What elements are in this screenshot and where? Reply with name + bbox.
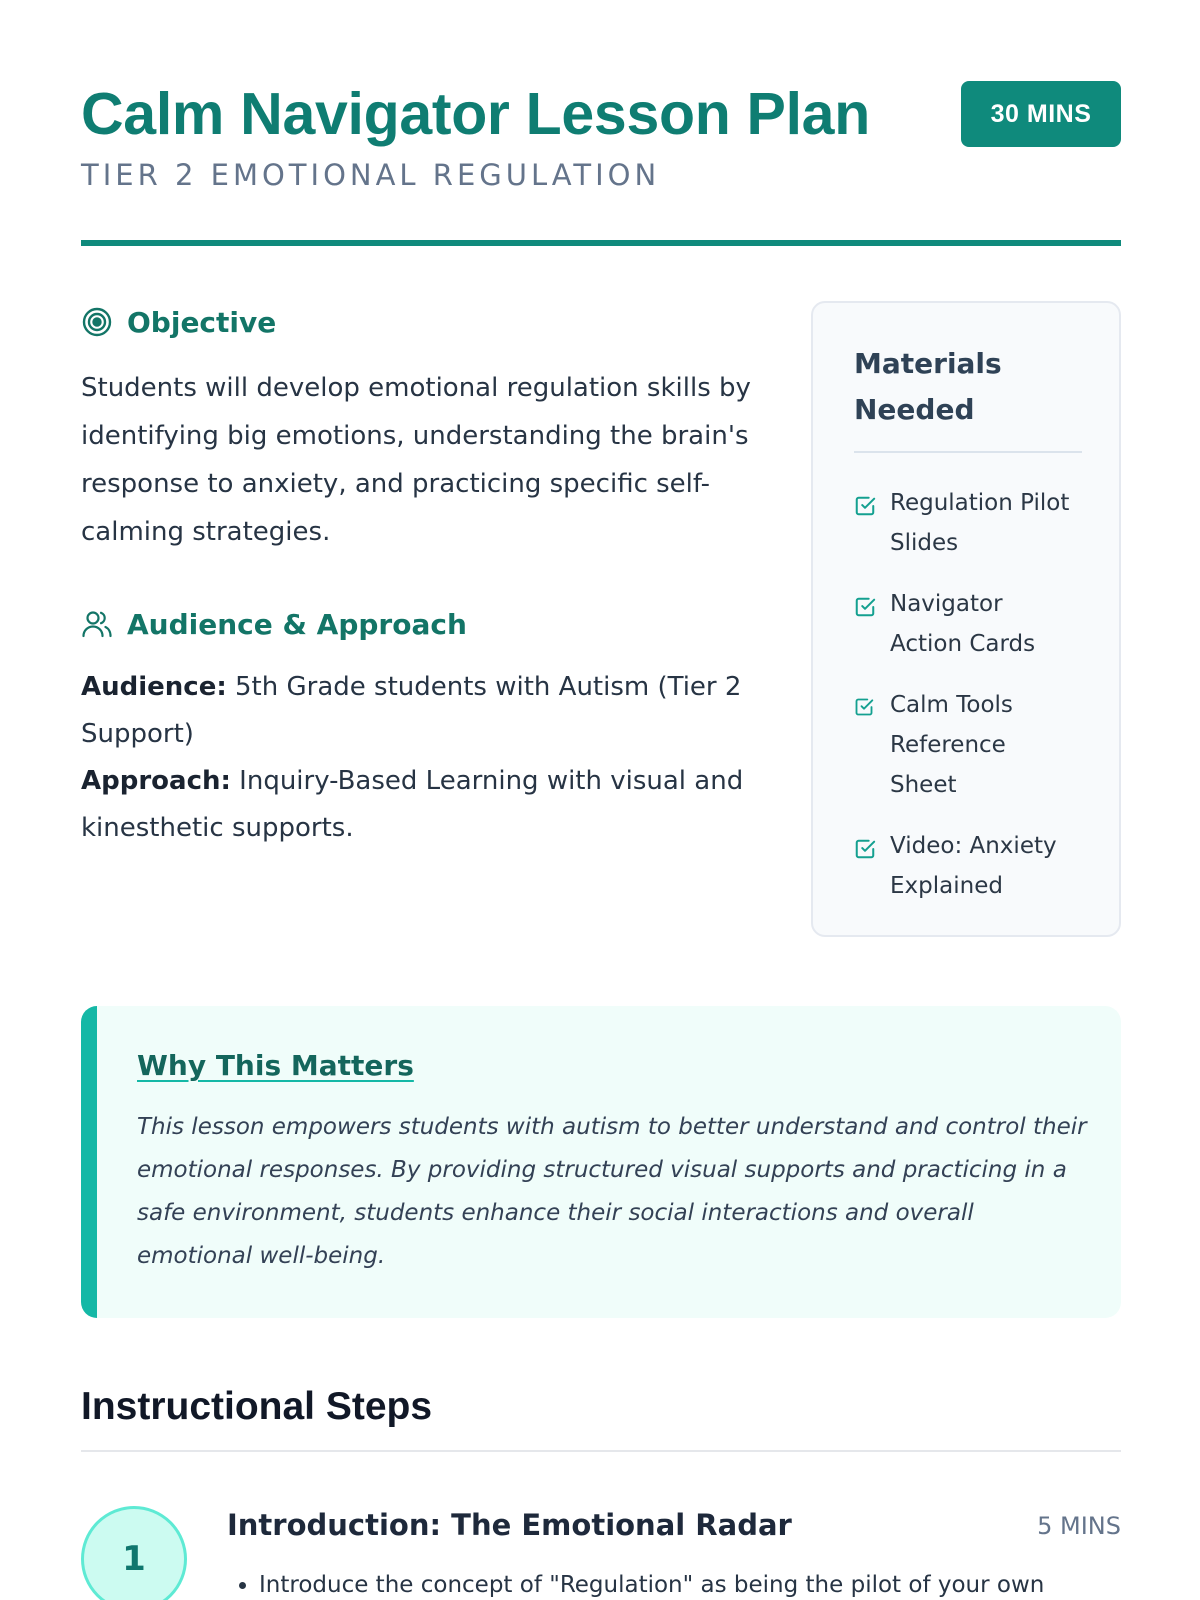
check-square-icon <box>854 495 880 521</box>
step-item <box>81 1506 1121 1600</box>
audience-heading <box>81 602 761 646</box>
objective-heading <box>81 300 761 344</box>
step-duration: 5 MINS <box>1037 1512 1121 1540</box>
audience-label: Audience: <box>81 672 227 702</box>
material-label: Regulation Pilot Slides <box>890 490 1070 556</box>
approach-value: Inquiry-Based Learning with visual and kinesthetic supports. <box>81 766 744 843</box>
header-divider <box>81 240 1121 246</box>
list-item <box>854 483 1079 563</box>
step-number: 1 <box>81 1506 187 1600</box>
check-square-icon <box>854 697 880 721</box>
material-label: Video: Anxiety Explained <box>890 833 1057 899</box>
steps-divider <box>81 1450 1121 1452</box>
list-item <box>854 584 1079 664</box>
lesson-overview <box>81 300 761 852</box>
why-this-matters-callout <box>81 1006 1121 1318</box>
page-title: Calm Navigator Lesson Plan <box>81 81 870 147</box>
materials-card <box>811 301 1121 937</box>
list-item <box>854 685 1079 805</box>
audience-value: 5th Grade students with Autism (Tier 2 Support) <box>81 672 742 749</box>
step-bullets <box>259 1566 1119 1600</box>
audience-line <box>81 664 761 758</box>
approach-line <box>81 758 761 852</box>
duration-badge: 30 MINS <box>961 81 1121 147</box>
materials-list <box>854 483 1079 906</box>
lesson-header <box>81 78 1121 248</box>
why-text: This lesson empowers students with autism to better understand and control their emotional responses. By providing structured visual supports and practicing in a safe environment, students enhance their social interactions and overall emotional well-being. <box>137 1114 1087 1269</box>
materials-divider <box>854 451 1082 453</box>
check-square-icon <box>854 838 880 864</box>
users-icon <box>81 608 113 640</box>
steps-heading: Instructional Steps <box>81 1385 433 1428</box>
list-item <box>854 826 1079 906</box>
material-label: Navigator Action Cards <box>890 591 1036 657</box>
objective-text: Students will develop emotional regulation skills by identifying big emotions, understanding the brain's response to anxiety, and practicing specific self-calming strategies. <box>81 373 751 547</box>
target-icon <box>81 306 113 338</box>
page-subtitle: TIER 2 EMOTIONAL REGULATION <box>81 158 661 192</box>
audience-title: Audience & Approach <box>127 607 467 641</box>
check-square-icon <box>854 596 880 622</box>
objective-title: Objective <box>127 305 277 339</box>
audience-approach-text <box>81 664 761 852</box>
why-title: Why This Matters <box>137 1049 414 1082</box>
material-label: Calm Tools Reference Sheet <box>890 692 1013 798</box>
approach-label: Approach: <box>81 766 231 796</box>
materials-title: Materials Needed <box>854 347 1002 426</box>
step-title: Introduction: The Emotional Radar <box>227 1508 792 1542</box>
step-bullet: • Introduce the concept of "Regulation" as being the pilot of your own <box>259 1566 1119 1600</box>
